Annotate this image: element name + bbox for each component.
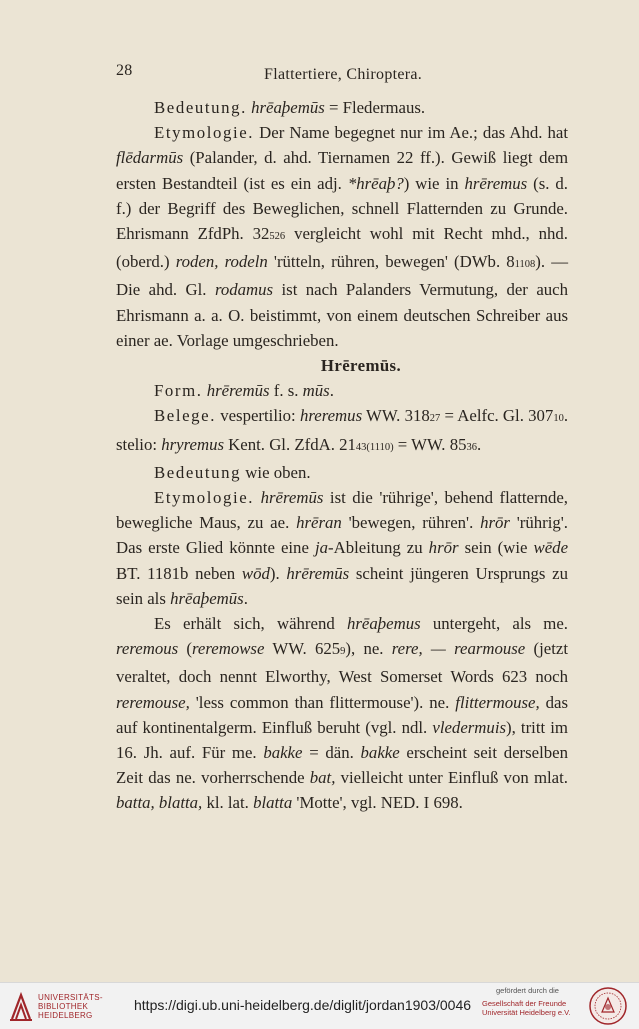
- text-run: WW. 318: [362, 406, 430, 426]
- word-form: ja: [314, 538, 329, 558]
- section-label: Etymologie.: [154, 488, 255, 508]
- text-run: Der Name begegnet nur im Ae.; das Ahd. hat: [254, 123, 568, 143]
- text-run: kl. lat.: [202, 793, 254, 813]
- text-run: untergeht, als me.: [420, 614, 568, 634]
- text-run: .: [243, 588, 248, 608]
- page-header: [116, 62, 556, 82]
- text-run: das auf kontinentalgerm. Einfluß beruht (vgl. ndl.: [116, 692, 568, 737]
- word-form: flēdarmūs: [116, 148, 184, 168]
- text-run: ist die 'rührige', behend flatternde, bewegliche Maus, zu ae.: [116, 488, 568, 533]
- reference-subscript: 43(1110): [355, 441, 394, 453]
- text-run: (jetzt veraltet, doch nennt Elworthy, West Somerset Words 623 noch: [116, 639, 568, 687]
- word-form: bakke: [360, 743, 400, 763]
- reference-subscript: 9: [340, 646, 346, 658]
- text-run: 'bewegen, rühren'.: [341, 513, 481, 533]
- word-form: blatta: [253, 793, 293, 813]
- text-run: vespertilio:: [216, 406, 300, 426]
- section-label: Bedeutung: [154, 462, 242, 482]
- text-run: ) wie in: [403, 173, 465, 193]
- running-title: Flattertiere, Chiroptera.: [264, 66, 423, 83]
- text-run: erscheint seit derselben Zeit das ne. vorherrschende: [116, 743, 569, 788]
- word-form: batta, blatta,: [116, 793, 203, 813]
- word-form: hrēaþemūs: [251, 98, 325, 117]
- logo-line: UNIVERSITÄTS-: [38, 993, 103, 1002]
- word-form: hreremus: [299, 406, 363, 426]
- word-form: bakke: [263, 743, 303, 763]
- word-form: hrēremus: [464, 173, 528, 193]
- paragraph-history: [116, 611, 568, 816]
- text-run: = Fledermaus.: [324, 98, 426, 117]
- reference-subscript: 1108: [514, 259, 536, 271]
- word-form: rodamus: [214, 280, 274, 300]
- text-run: scheint jüngeren Ursprungs zu sein als: [116, 563, 568, 608]
- word-form: hrēaþemus: [346, 614, 421, 634]
- reference-subscript: 27: [429, 413, 441, 425]
- word-form: hrēremūs: [260, 488, 324, 508]
- logo-line: HEIDELBERG: [38, 1011, 93, 1020]
- text-run: Kent. Gl. ZfdA. 21: [223, 434, 356, 454]
- text-run: ), ne.: [345, 639, 392, 659]
- word-form: hryremus: [161, 434, 224, 454]
- section-label: Belege.: [154, 406, 216, 426]
- word-form: hrēaþemūs: [170, 588, 244, 608]
- reference-subscript: 10: [553, 413, 564, 425]
- section-label: Etymologie.: [154, 123, 255, 143]
- word-form: hrōr: [480, 513, 510, 533]
- word-form: hrōr: [428, 538, 459, 558]
- text-run: -Ableitung zu: [328, 538, 429, 558]
- paragraph-bedeutung: [116, 95, 568, 120]
- word-form: reremous: [116, 639, 179, 659]
- word-form: reremouse,: [116, 692, 190, 712]
- entry-heading: Hrēremūs.: [320, 356, 402, 376]
- text-run: = Aelfc. Gl. 307: [440, 406, 554, 426]
- reference-subscript: 526: [269, 231, 286, 243]
- text-run: sein (wie: [458, 538, 534, 558]
- text-run: = dän.: [302, 743, 361, 763]
- university-library-name[interactable]: [38, 993, 103, 1020]
- word-form: bat,: [309, 768, 336, 788]
- page-body: [116, 95, 568, 816]
- sponsor-line: Universität Heidelberg e.V.: [482, 1008, 571, 1017]
- word-form: flittermouse,: [455, 692, 540, 712]
- word-form: hrēremūs: [286, 563, 350, 583]
- university-library-logo-icon[interactable]: [8, 989, 34, 1023]
- viewer-footer: [0, 982, 639, 1029]
- paragraph-etymologie-2: [116, 485, 568, 611]
- paragraph-belege: [116, 403, 568, 459]
- university-seal-icon: [588, 986, 628, 1026]
- text-run: ), tritt im 16. Jh. auf. Für me.: [116, 717, 568, 763]
- text-run: ist nach Palanders Vermutung, der auch Ehrismann a. a. O. beistimmt, von einem deutschen Schreiber aus einer ae. Vorlage umgeschrieben.: [116, 280, 569, 350]
- text-run: .: [476, 434, 482, 454]
- text-run: Es erhält sich, während: [154, 614, 347, 634]
- sponsor-caption: gefördert durch die: [496, 986, 559, 995]
- word-form: wōd: [241, 563, 270, 583]
- text-run: (s. d. f.) der Begriff des Beweglichen, schnell Flatternden zu Grunde. Ehrismann ZfdPh. 32: [116, 173, 568, 244]
- word-form: hrēran: [296, 513, 342, 533]
- reference-subscript: 36: [466, 441, 477, 453]
- sponsor-line: Gesellschaft der Freunde: [482, 999, 567, 1008]
- word-form: hrēremūs: [206, 381, 270, 401]
- text-run: BT. 1181b neben: [116, 563, 242, 583]
- text-run: ).: [269, 563, 287, 583]
- section-label: Form.: [154, 381, 203, 401]
- permalink-url[interactable]: https://digi.ub.uni-heidelberg.de/diglit/jordan1903/0046: [134, 997, 472, 1013]
- text-run: 'rührig'. Das erste Glied könnte eine: [116, 513, 568, 558]
- word-form: roden, rodeln: [175, 252, 268, 272]
- sponsor-name[interactable]: [482, 999, 571, 1017]
- text-run: vergleicht wohl mit Recht mhd., nhd. (oberd.): [116, 224, 568, 272]
- text-run: ). — Die ahd. Gl.: [116, 252, 568, 300]
- word-form: rere, — rearmouse: [391, 639, 526, 659]
- text-run: .: [329, 381, 334, 401]
- word-form: wēde: [533, 538, 569, 558]
- text-run: (Palander, d. ahd. Tiernamen 22 ff.). Gewiß liegt dem ersten Bestandteil (ist es ein adj.: [116, 148, 568, 193]
- section-label: Bedeutung.: [154, 98, 247, 117]
- text-run: = WW. 85: [393, 434, 467, 454]
- text-run: 'Motte', vgl. NED. I 698.: [292, 793, 463, 813]
- text-run: . stelio:: [116, 406, 569, 454]
- text-run: vielleicht unter Einfluß von mlat.: [335, 768, 568, 788]
- word-form: *hrēaþ?: [347, 173, 404, 193]
- text-run: f. s.: [269, 381, 303, 401]
- page-number: 28: [116, 62, 133, 79]
- text-run: wie oben.: [241, 462, 311, 482]
- word-form: reremowse: [192, 639, 265, 659]
- text-run: 'rütteln, rühren, bewegen' (DWb. 8: [267, 252, 515, 272]
- text-run: (: [178, 639, 193, 659]
- paragraph-etymologie: [116, 120, 568, 353]
- text-run: 'less common than flittermouse'). ne.: [189, 692, 456, 712]
- paragraph-form: [116, 378, 568, 403]
- word-form: mūs: [302, 381, 330, 401]
- word-form: vledermuis: [432, 717, 507, 737]
- text-run: WW. 625: [264, 639, 341, 659]
- logo-line: BIBLIOTHEK: [38, 1002, 89, 1011]
- paragraph-bedeutung-2: [116, 460, 568, 485]
